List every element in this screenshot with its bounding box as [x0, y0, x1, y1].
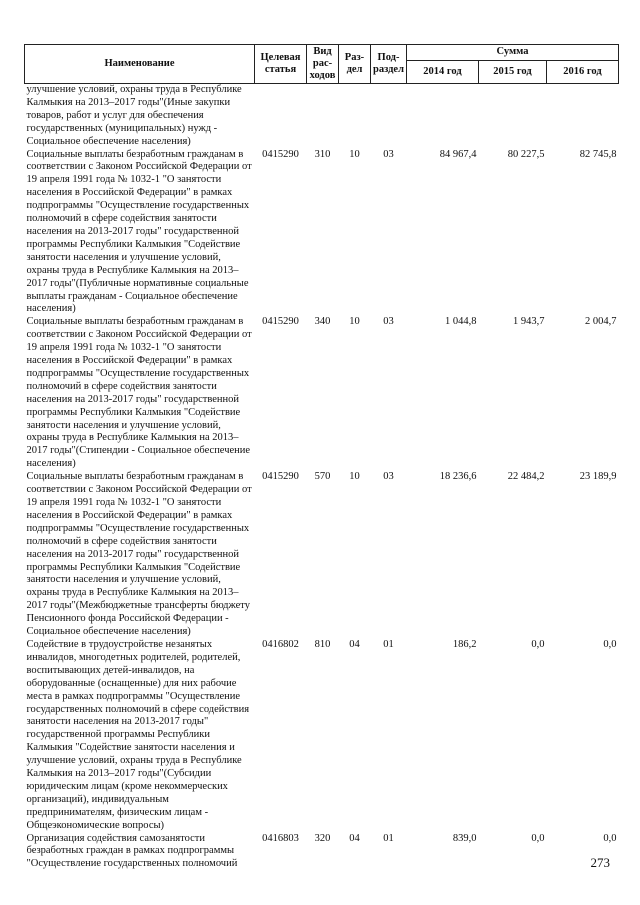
header-2016: 2016 год [547, 60, 619, 83]
header-2015: 2015 год [479, 60, 547, 83]
row-2014: 84 967,4 [439, 148, 477, 160]
row-2015: 80 227,5 [507, 148, 545, 160]
row-kind: 320 [314, 832, 331, 844]
row-kind: 570 [314, 471, 331, 483]
page-number: 273 [590, 855, 610, 870]
row-subsection: 03 [383, 316, 394, 328]
row-2016: 82 745,8 [579, 148, 617, 160]
row-target: 0416802 [262, 638, 299, 650]
row-section: 04 [349, 638, 360, 650]
header-kind: Вид рас-ходов [307, 45, 339, 84]
row-2015: 22 484,2 [507, 471, 545, 483]
header-2014: 2014 год [407, 60, 479, 83]
row-subsection: 01 [383, 832, 394, 844]
row-subsection: 03 [383, 148, 394, 160]
row-section: 10 [349, 316, 360, 328]
row-2015: 0,0 [531, 832, 545, 844]
row-name: Организация содействия самозанятости безработных граждан в рамках подпрограммы "Осуществление государственных полномочий [26, 832, 238, 870]
row-subsection: 03 [383, 471, 394, 483]
row-2014: 839,0 [452, 832, 477, 844]
row-2016: 0,0 [603, 638, 617, 650]
row-kind: 810 [314, 638, 331, 650]
row-2014: 186,2 [452, 638, 477, 650]
row-target: 0415290 [262, 316, 299, 328]
row-2016: 2 004,7 [585, 316, 617, 328]
row-subsection: 01 [383, 638, 394, 650]
table-row [25, 639, 619, 833]
table-row [25, 149, 619, 317]
header-target: Целевая статья [255, 45, 307, 84]
row-name: Содействие в трудоустройстве незанятых инвалидов, многодетных родителей, родителей, воспитывающих детей-инвалидов, на оборудованные (оснащенные) для них рабочие места в рамках подпрограммы "Осуществление государственных полномочий в сфере содействия занятости населения на 2013-2017 годы" государственной программы Республики Калмыкия "Содействие занятости населения и улучшение условий, охраны труда в Республике Калмыкия на 2013–2017 годы"(Субсидии юридическим лицам (кроме некоммерческих организаций), индивидуальным предпринимателям, физическим лицам - Общеэкономические вопросы) [26, 638, 250, 831]
row-name: Социальные выплаты безработным гражданам в соответствии с Законом Российской Федерации от 19 апреля 1991 года № 1032-1 "О занятости населения в Российской Федерации" в рамках подпрограммы "Осуществление государственных полномочий в сфере содействия занятости населения на 2013-2017 годы" государственной программы Республики Калмыкия "Содействие занятости населения и улучшение условий, охраны труда в Республике Калмыкия на 2013–2017 годы"(Публичные нормативные социальные выплаты гражданам - Социальное обеспечение населения) [26, 148, 252, 315]
row-name: Социальные выплаты безработным гражданам в соответствии с Законом Российской Федерации от 19 апреля 1991 года № 1032-1 "О занятости населения в Российской Федерации" в рамках подпрограммы "Осуществление государственных полномочий в сфере содействия занятости населения на 2013-2017 годы" государственной программы Республики Калмыкия "Содействие занятости населения и улучшение условий, охраны труда в Республике Калмыкия на 2013–2017 годы"(Межбюджетные трансферты бюджету Пенсионного фонда Российской Федерации - Социальное обеспечение населения) [26, 471, 252, 638]
row-2016: 0,0 [603, 832, 617, 844]
row-target: 0415290 [262, 471, 299, 483]
header-section: Раз-дел [339, 45, 371, 84]
row-section: 10 [349, 148, 360, 160]
row-2014: 1 044,8 [445, 316, 477, 328]
row-2015: 0,0 [531, 638, 545, 650]
table-row [25, 833, 619, 872]
table-row [25, 84, 619, 149]
row-kind: 310 [314, 148, 331, 160]
row-2015: 1 943,7 [513, 316, 545, 328]
header-name: Наименование [25, 45, 255, 84]
row-2016: 23 189,9 [579, 471, 617, 483]
row-2014: 18 236,6 [439, 471, 477, 483]
row-kind: 340 [314, 316, 331, 328]
header-sum: Сумма [407, 45, 619, 61]
row-name: Социальные выплаты безработным гражданам в соответствии с Законом Российской Федерации от 19 апреля 1991 года № 1032-1 "О занятости населения в Российской Федерации" в рамках подпрограммы "Осуществление государственных полномочий в сфере содействия занятости населения на 2013-2017 годы" государственной программы Республики Калмыкия "Содействие занятости населения и улучшение условий, охраны труда в Республике Калмыкия на 2013–2017 годы"(Стипендии - Социальное обеспечение населения) [26, 316, 252, 470]
budget-table [24, 44, 619, 871]
table-row [25, 471, 619, 639]
table-header [25, 45, 619, 84]
row-name: улучшение условий, охраны труда в Республике Калмыкия на 2013–2017 годы"(Иные закупки товаров, работ и услуг для обеспечения государственных (муниципальных) нужд - Социальное обеспечение населения) [26, 84, 242, 147]
table-row [25, 316, 619, 471]
row-section: 10 [349, 471, 360, 483]
header-subsection: Под-раздел [371, 45, 407, 84]
row-section: 04 [349, 832, 360, 844]
row-target: 0415290 [262, 148, 299, 160]
row-target: 0416803 [262, 832, 299, 844]
